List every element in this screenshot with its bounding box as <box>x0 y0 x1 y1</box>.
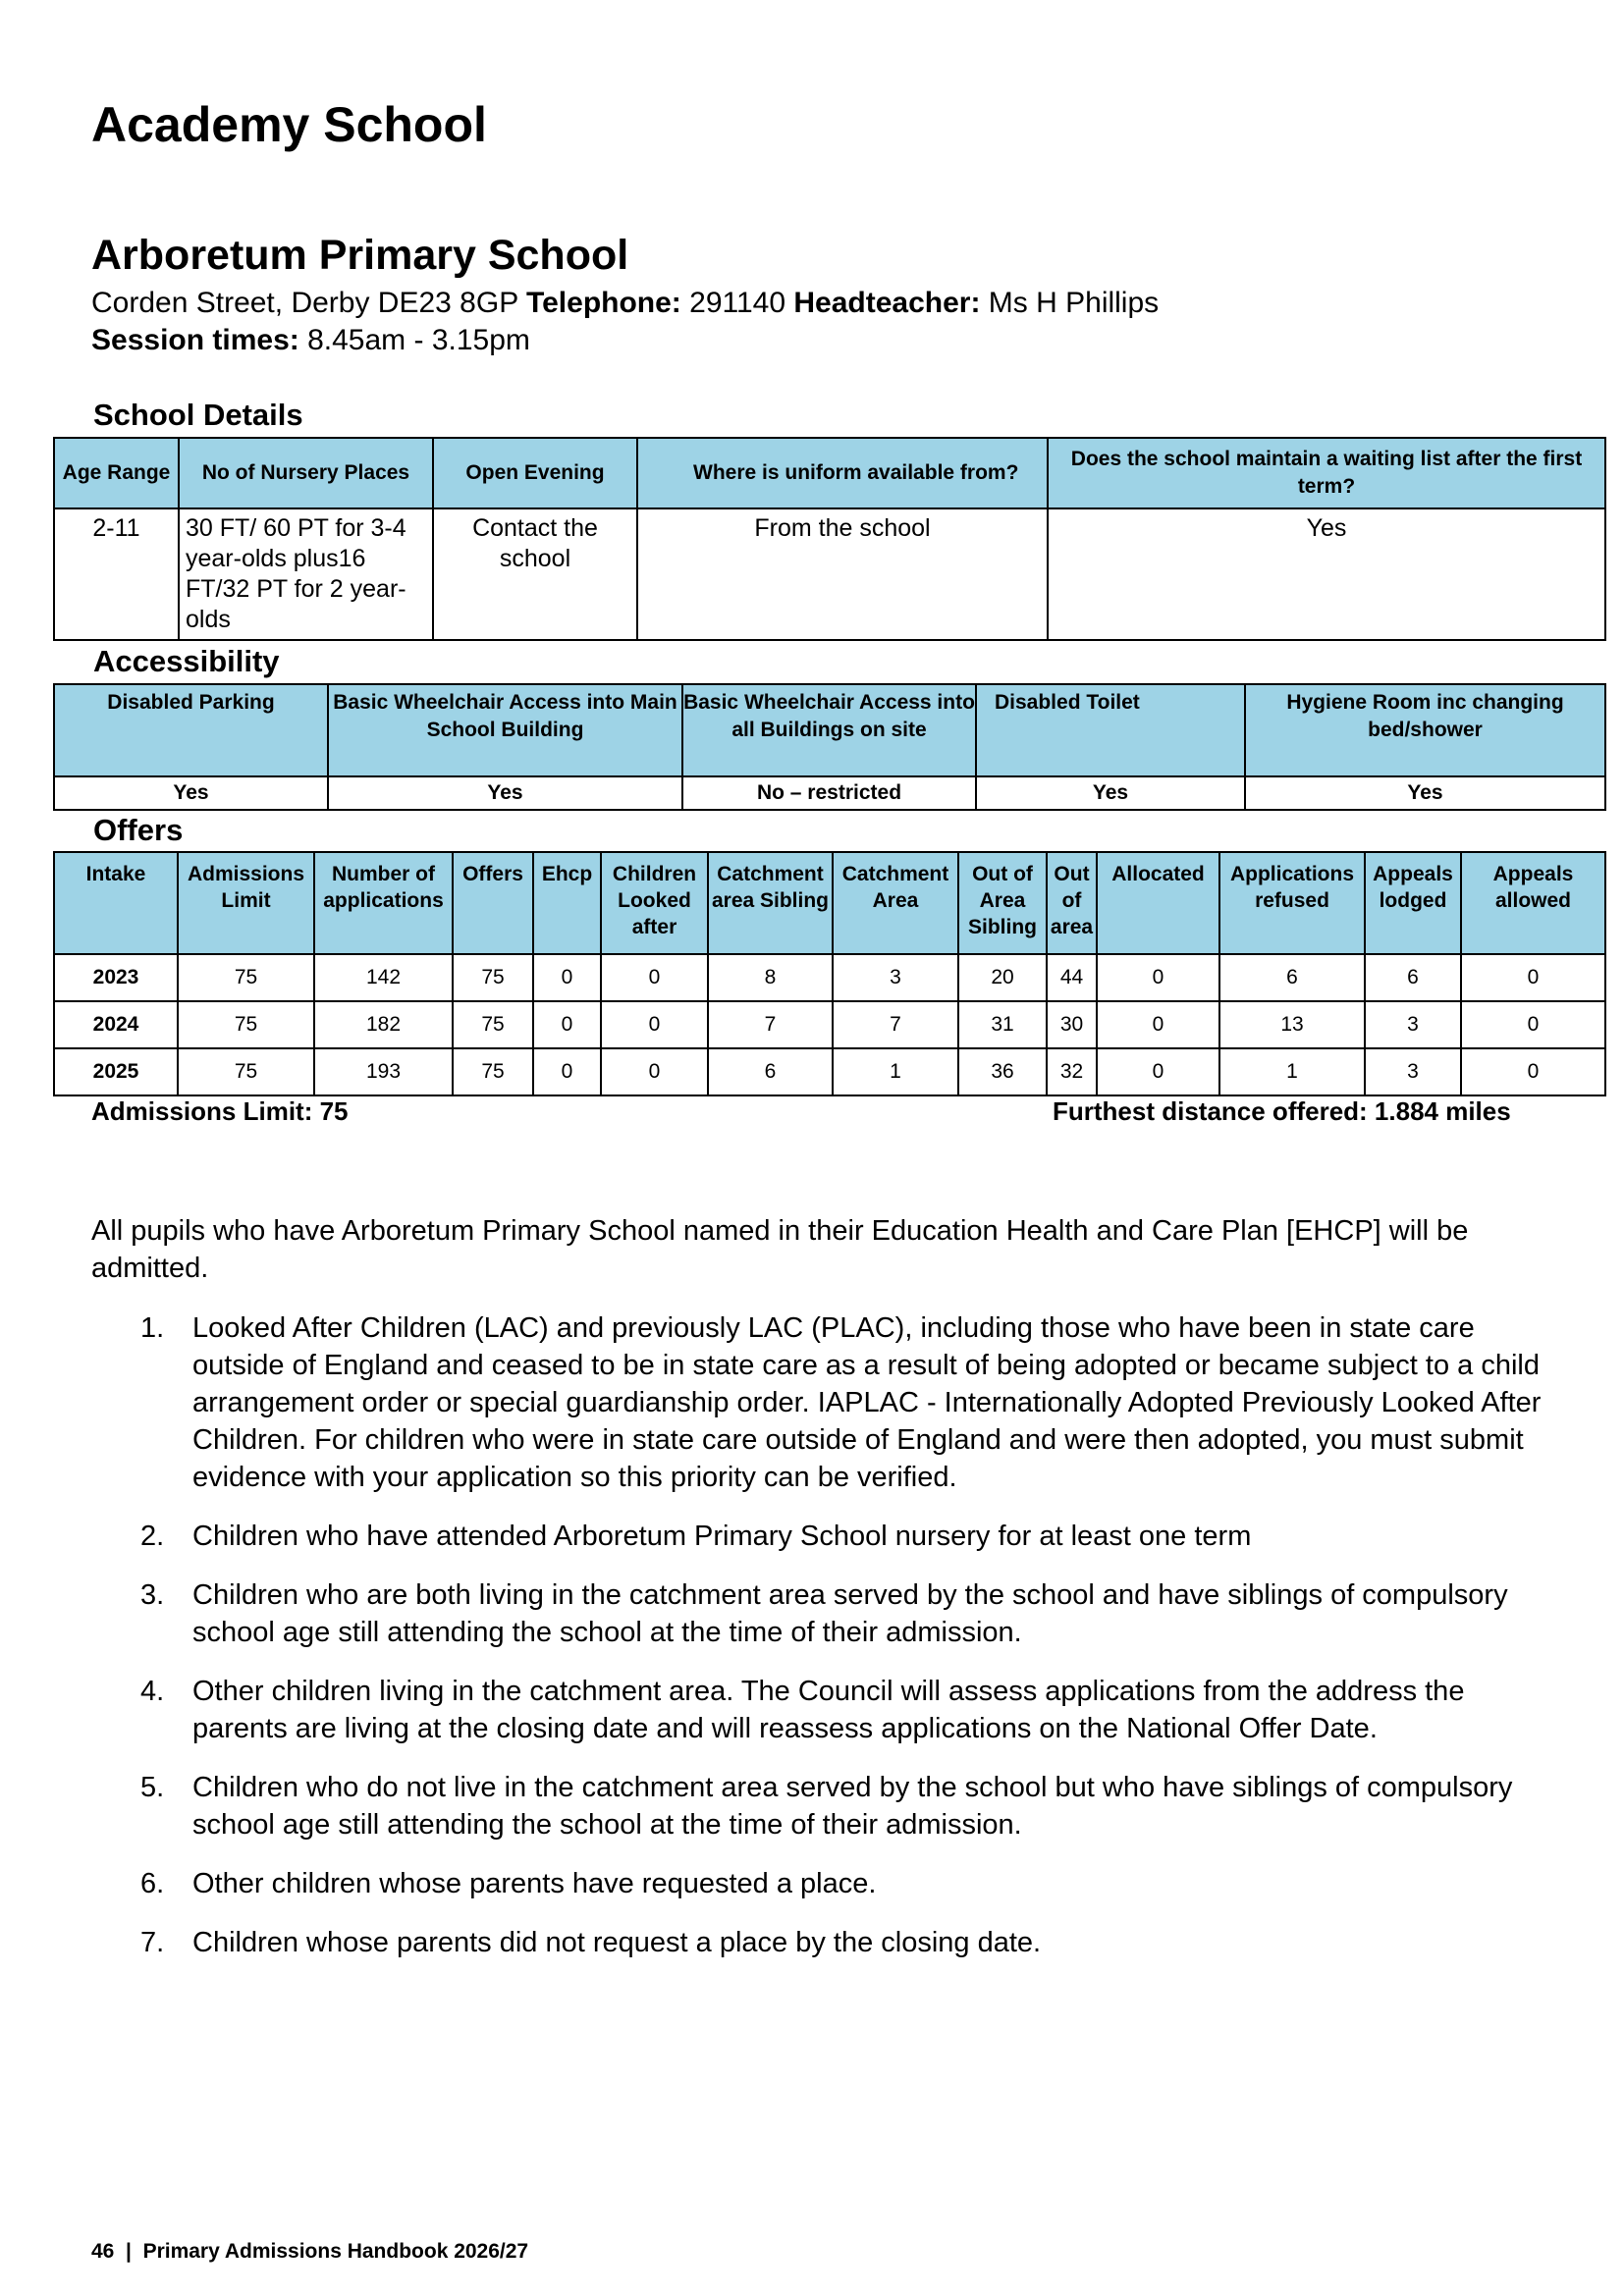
header-ehcp: Ehcp <box>533 852 601 954</box>
list-item <box>91 1309 1544 1496</box>
cell-intake: 2024 <box>54 1001 178 1048</box>
cell: 193 <box>314 1048 453 1095</box>
accessibility-label: Accessibility <box>93 644 280 678</box>
cell: 1 <box>1219 1048 1365 1095</box>
cell-intake: 2023 <box>54 954 178 1001</box>
value-disabled-toilet: Yes <box>976 776 1245 810</box>
value-disabled-parking: Yes <box>54 776 328 810</box>
header-waiting-list: Does the school maintain a waiting list after the first term? <box>1048 438 1605 508</box>
value-hygiene-room: Yes <box>1245 776 1605 810</box>
cell: 0 <box>533 1001 601 1048</box>
header-allocated: Allocated <box>1097 852 1219 954</box>
list-number: 6. <box>140 1868 165 1899</box>
offers-table <box>53 851 1606 1096</box>
value-waiting-list: Yes <box>1048 508 1605 640</box>
header-applications-refused: Applications refused <box>1219 852 1365 954</box>
cell: 8 <box>708 954 833 1001</box>
cell: 0 <box>533 954 601 1001</box>
header-age-range: Age Range <box>54 438 179 508</box>
value-wheelchair-main: Yes <box>328 776 682 810</box>
page-title: Academy School <box>91 97 487 152</box>
session-label: Session times: <box>91 324 299 356</box>
header-nursery-places: No of Nursery Places <box>179 438 433 508</box>
cell: 1 <box>833 1048 958 1095</box>
headteacher: Ms H Phillips <box>988 287 1160 319</box>
cell: 0 <box>533 1048 601 1095</box>
list-number: 2. <box>140 1521 165 1552</box>
cell: 0 <box>601 1001 708 1048</box>
header-open-evening: Open Evening <box>433 438 637 508</box>
list-text: Other children living in the catchment area. The Council will assess applications from the address the parents are living at the closing date and will reassess applications on the National Offer Date. <box>192 1676 1465 1744</box>
list-item <box>91 1924 1544 1961</box>
school-name: Arboretum Primary School <box>91 232 629 279</box>
list-number: 5. <box>140 1772 165 1803</box>
header-disabled-parking: Disabled Parking <box>54 684 328 776</box>
furthest-distance-summary: Furthest distance offered: 1.884 miles <box>1053 1096 1511 1126</box>
cell: 0 <box>601 1048 708 1095</box>
header-offers: Offers <box>453 852 533 954</box>
cell: 182 <box>314 1001 453 1048</box>
list-text: Looked After Children (LAC) and previously LAC (PLAC), including those who have been in state care outside of England and ceased to be in state care as a result of being adopted or became subject to a child arrangement order or special guardianship order. IAPLAC - Internationally Adopted Previously Looked After Children. For children who were in state care outside of England and were then adopted, you must submit evidence with your application so this priority can be verified. <box>192 1312 1542 1493</box>
table-row <box>54 776 1605 810</box>
cell: 3 <box>1365 1001 1461 1048</box>
telephone: 291140 <box>689 287 786 319</box>
cell: 75 <box>178 954 314 1001</box>
cell: 31 <box>958 1001 1047 1048</box>
value-nursery-places: 30 FT/ 60 PT for 3-4 year-olds plus16 FT/32 PT for 2 year-olds <box>179 508 433 640</box>
list-text: Other children whose parents have requested a place. <box>192 1868 877 1899</box>
cell: 20 <box>958 954 1047 1001</box>
address-line <box>91 285 1159 322</box>
accessibility-table <box>53 683 1606 811</box>
session-line <box>91 322 530 359</box>
cell: 0 <box>601 954 708 1001</box>
header-catchment-area: Catchment Area <box>833 852 958 954</box>
header-disabled-toilet: Disabled Toilet <box>976 684 1245 776</box>
list-item <box>91 1769 1544 1843</box>
list-item <box>91 1576 1544 1651</box>
list-number: 3. <box>140 1579 165 1611</box>
value-wheelchair-all: No – restricted <box>682 776 976 810</box>
header-admissions-limit: Admissions Limit <box>178 852 314 954</box>
header-intake: Intake <box>54 852 178 954</box>
list-item <box>91 1518 1544 1555</box>
table-row <box>54 954 1605 1001</box>
admissions-limit-summary: Admissions Limit: 75 <box>91 1096 349 1126</box>
list-number: 1. <box>140 1312 165 1344</box>
cell-intake: 2025 <box>54 1048 178 1095</box>
cell: 75 <box>178 1001 314 1048</box>
admissions-criteria-list <box>91 1309 1544 1983</box>
cell: 0 <box>1461 1048 1605 1095</box>
cell: 3 <box>833 954 958 1001</box>
address: Corden Street, Derby DE23 8GP <box>91 287 518 319</box>
cell: 6 <box>708 1048 833 1095</box>
header-applications: Number of applications <box>314 852 453 954</box>
value-open-evening: Contact the school <box>433 508 637 640</box>
cell: 0 <box>1097 1048 1219 1095</box>
cell: 0 <box>1097 954 1219 1001</box>
header-appeals-allowed: Appeals allowed <box>1461 852 1605 954</box>
table-header-row <box>54 684 1605 776</box>
list-item <box>91 1673 1544 1747</box>
cell: 7 <box>708 1001 833 1048</box>
table-row <box>54 1048 1605 1095</box>
header-out-area-sibling: Out of Area Sibling <box>958 852 1047 954</box>
list-number: 4. <box>140 1676 165 1707</box>
cell: 6 <box>1219 954 1365 1001</box>
list-number: 7. <box>140 1927 165 1958</box>
cell: 75 <box>453 1001 533 1048</box>
cell: 6 <box>1365 954 1461 1001</box>
school-details-table <box>53 437 1606 641</box>
list-item <box>91 1865 1544 1902</box>
cell: 30 <box>1047 1001 1097 1048</box>
telephone-label: Telephone: <box>526 287 681 319</box>
value-uniform: From the school <box>637 508 1048 640</box>
cell: 0 <box>1461 1001 1605 1048</box>
list-text: Children who are both living in the catchment area served by the school and have siblings of compulsory school age still attending the school at the time of their admission. <box>192 1579 1508 1648</box>
header-wheelchair-all: Basic Wheelchair Access into all Buildings on site <box>682 684 976 776</box>
table-row <box>54 1001 1605 1048</box>
cell: 3 <box>1365 1048 1461 1095</box>
cell: 0 <box>1461 954 1605 1001</box>
value-age-range: 2-11 <box>54 508 179 640</box>
cell: 13 <box>1219 1001 1365 1048</box>
offers-label: Offers <box>93 813 184 847</box>
cell: 7 <box>833 1001 958 1048</box>
table-header-row <box>54 852 1605 954</box>
cell: 32 <box>1047 1048 1097 1095</box>
session-times: 8.45am - 3.15pm <box>307 324 530 356</box>
headteacher-label: Headteacher: <box>793 287 981 319</box>
list-text: Children who have attended Arboretum Primary School nursery for at least one term <box>192 1521 1252 1552</box>
cell: 75 <box>453 954 533 1001</box>
header-looked-after: Children Looked after <box>601 852 708 954</box>
list-text: Children who do not live in the catchment area served by the school but who have siblings of compulsory school age still attending the school at the time of their admission. <box>192 1772 1513 1841</box>
cell: 142 <box>314 954 453 1001</box>
list-text: Children whose parents did not request a place by the closing date. <box>192 1927 1042 1958</box>
cell: 75 <box>178 1048 314 1095</box>
table-row <box>54 508 1605 640</box>
header-wheelchair-main: Basic Wheelchair Access into Main School Building <box>328 684 682 776</box>
header-hygiene-room: Hygiene Room inc changing bed/shower <box>1245 684 1605 776</box>
cell: 75 <box>453 1048 533 1095</box>
admissions-intro: All pupils who have Arboretum Primary School named in their Education Health and Care Plan [EHCP] will be admitted. <box>91 1215 1469 1284</box>
cell: 36 <box>958 1048 1047 1095</box>
page-footer: 46 | Primary Admissions Handbook 2026/27 <box>91 2240 529 2263</box>
cell: 0 <box>1097 1001 1219 1048</box>
header-appeals-lodged: Appeals lodged <box>1365 852 1461 954</box>
table-header-row <box>54 438 1605 508</box>
header-catchment-sibling: Catchment area Sibling <box>708 852 833 954</box>
header-out-of-area: Out of area <box>1047 852 1097 954</box>
cell: 44 <box>1047 954 1097 1001</box>
school-details-label: School Details <box>93 398 303 432</box>
header-uniform: Where is uniform available from? <box>637 438 1048 508</box>
